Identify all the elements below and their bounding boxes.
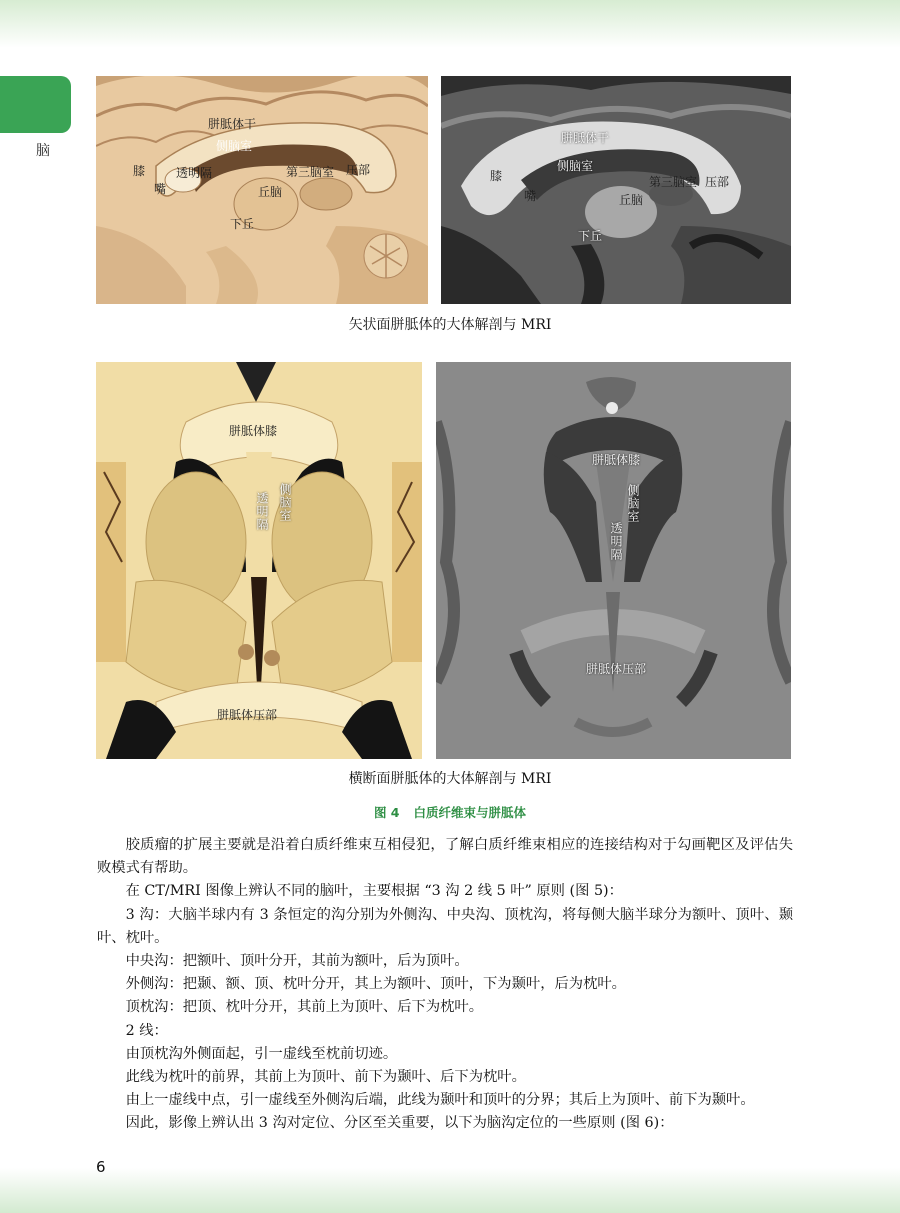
axial-label-splenium: 胼胝体压部	[217, 708, 278, 722]
bottom-decorative-band	[0, 1168, 900, 1213]
mri-axial-label-lateral-ventricle: 侧脑室	[626, 484, 640, 523]
label-splenium: 压部	[346, 163, 371, 177]
paragraph: 顶枕沟：把顶、枕叶分开，其前上为顶叶、后下为枕叶。	[125, 999, 484, 1016]
label-lateral-ventricle: 侧脑室	[216, 139, 253, 153]
sagittal-mri-image	[441, 76, 791, 304]
paragraph: 由上一虚线中点，引一虚线至外侧沟后端，此线为颞叶和顶叶的分界；其后上为顶叶、前下为颞叶。	[125, 1092, 755, 1109]
axial-mri-image	[436, 362, 791, 759]
paragraph: 由顶枕沟外侧面起，引一虚线至枕前切迹。	[125, 1045, 398, 1062]
sagittal-anatomy-photo	[96, 76, 428, 304]
paragraph: 中央沟：把额叶、顶叶分开，其前为额叶，后为顶叶。	[125, 953, 469, 970]
axial-anatomy-photo	[96, 362, 422, 759]
label-hypothalamus: 下丘	[230, 217, 255, 231]
mri-label-thalamus: 丘脑	[619, 193, 644, 207]
label-third-ventricle: 第三脑室	[286, 165, 335, 179]
mri-label-third-ventricle: 第三脑室	[649, 175, 698, 189]
axial-label-genu: 胼胝体膝	[229, 424, 278, 438]
sagittal-caption: 矢状面胼胝体的大体解剖与 MRI	[348, 317, 552, 333]
axial-label-lateral-ventricle: 侧脑室	[278, 483, 292, 522]
figure-number: 图 4	[373, 805, 400, 820]
figure-title	[0, 803, 900, 821]
paragraph: 外侧沟：把颞、额、顶、枕叶分开，其上为额叶、顶叶，下为颞叶，后为枕叶。	[125, 976, 626, 993]
paragraph: 在 CT/MRI 图像上辨认不同的脑叶，主要根据 “3 沟 2 线 5 叶” 原则 (图 5)：	[125, 883, 623, 900]
mri-label-genu: 膝	[490, 169, 503, 183]
section-tab	[0, 76, 71, 133]
mri-axial-label-septum: 透明隔	[609, 522, 623, 561]
mri-label-hypothalamus: 下丘	[578, 229, 603, 243]
page-number: 6	[96, 1158, 106, 1176]
label-genu: 膝	[133, 164, 146, 178]
axial-label-septum: 透明隔	[255, 492, 269, 531]
mri-label-splenium: 压部	[705, 175, 730, 189]
label-cc-trunk: 胼胝体干	[208, 117, 257, 131]
mri-axial-label-splenium: 胼胝体压部	[586, 662, 647, 676]
paragraph: 此线为枕叶的前界，其前上为顶叶、前下为颞叶、后下为枕叶。	[125, 1069, 526, 1086]
mri-axial-label-genu: 胼胝体膝	[592, 453, 641, 467]
mri-label-rostrum: 嘴	[524, 189, 537, 203]
body-text	[97, 834, 793, 1136]
label-rostrum: 嘴	[154, 182, 167, 196]
label-thalamus: 丘脑	[258, 185, 283, 199]
paragraph: 胶质瘤的扩展主要就是沿着白质纤维束互相侵犯，了解白质纤维束相应的连接结构对于勾画靶区及评估失败模式有帮助。	[97, 837, 793, 877]
mri-label-cc-trunk: 胼胝体干	[561, 131, 610, 145]
top-decorative-band	[0, 0, 900, 48]
section-tab-label: 脑	[36, 143, 50, 159]
figure-title-text: 白质纤维束与胼胝体	[413, 805, 527, 820]
paragraph: 因此，影像上辨认出 3 沟对定位、分区至关重要，以下为脑沟定位的一些原则 (图 6)：	[125, 1115, 674, 1132]
axial-caption: 横断面胼胝体的大体解剖与 MRI	[348, 771, 552, 787]
label-septum: 透明隔	[176, 166, 213, 180]
mri-label-lateral-ventricle: 侧脑室	[557, 159, 594, 173]
paragraph: 3 沟：大脑半球内有 3 条恒定的沟分别为外侧沟、中央沟、顶枕沟，将每侧大脑半球分为额叶、顶叶、颞叶、枕叶。	[97, 906, 793, 946]
paragraph: 2 线：	[125, 1022, 168, 1039]
